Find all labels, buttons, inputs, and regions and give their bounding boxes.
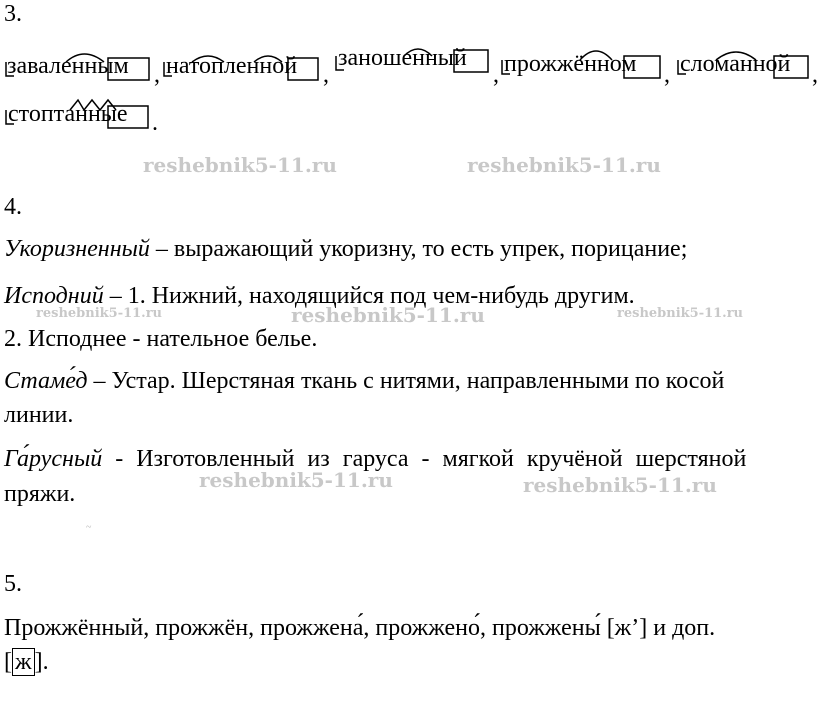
morpheme-word-3 [334,44,490,78]
answer-line-1: Прожжённый, прожжён, прожжена́, прожжено́, прожжены́ [ж’] и доп. [4,615,716,641]
smudge-mark: ~ [86,522,92,533]
section-3-number: 3. [4,1,22,27]
definition-garusny-cont: пряжи. [4,481,76,507]
definition-ukoriznenny [4,237,687,261]
morpheme-word-5 [676,46,810,80]
term: Укоризненный [4,236,150,262]
morpheme-word-2 [162,48,320,82]
word: прожжена́ [260,615,364,641]
morpheme-word-6 [4,96,150,130]
watermark: reshebnik5-11.ru [36,306,163,321]
section-4-number: 4. [4,194,22,220]
watermark: reshebnik5-11.ru [199,468,393,492]
watermark: reshebnik5-11.ru [617,306,744,321]
morpheme-word-4 [500,46,662,80]
word-text: заношенный [338,45,467,71]
boxed-sound: ж [12,648,35,676]
comma: , [493,62,499,88]
watermark: reshebnik5-11.ru [467,153,661,177]
watermark: reshebnik5-11.ru [143,153,337,177]
answer-line-2: [ ж ]. [4,649,49,675]
word-text: натопленной [166,53,298,79]
definition: – выражающий укоризну, то есть упрек, порицание; [155,236,688,262]
transcription: [ж’] и доп. [606,615,716,641]
term: Га́русный [4,446,103,472]
comma: , [664,62,670,88]
definition: – 1. Нижний, находящийся под чем-нибудь другим. [109,283,635,309]
definition: - Изготовленный из гаруса - мягкой кручёной шерстяной [115,446,747,472]
word: Прожжённый [4,615,144,641]
period: . [152,110,158,136]
definition-stamed-cont: линии. [4,402,74,428]
word: прожжён [155,615,249,641]
word: прожжено́ [375,615,480,641]
definition-ispodnee [4,327,317,351]
watermark: reshebnik5-11.ru [291,303,485,327]
definition: – Устар. Шерстяная ткань с нитями, направленными по косой [93,368,725,394]
comma: , [323,62,329,88]
watermark: reshebnik5-11.ru [523,473,717,497]
word-text: стоптанные [8,101,128,127]
word-text: сломанной [680,51,791,77]
definition-stamed [4,369,724,393]
section-5-number: 5. [4,571,22,597]
comma: , [154,62,160,88]
comma: , [812,62,818,88]
term: Стаме́д [4,368,88,394]
word-text: прожжённом [504,51,637,77]
definition: 2. Исподнее - нательное белье. [4,326,318,352]
word-text: заваленным [7,53,129,79]
word: прожжены́ [491,615,601,641]
morpheme-word-1 [4,48,150,82]
term: Исподний [4,283,104,309]
